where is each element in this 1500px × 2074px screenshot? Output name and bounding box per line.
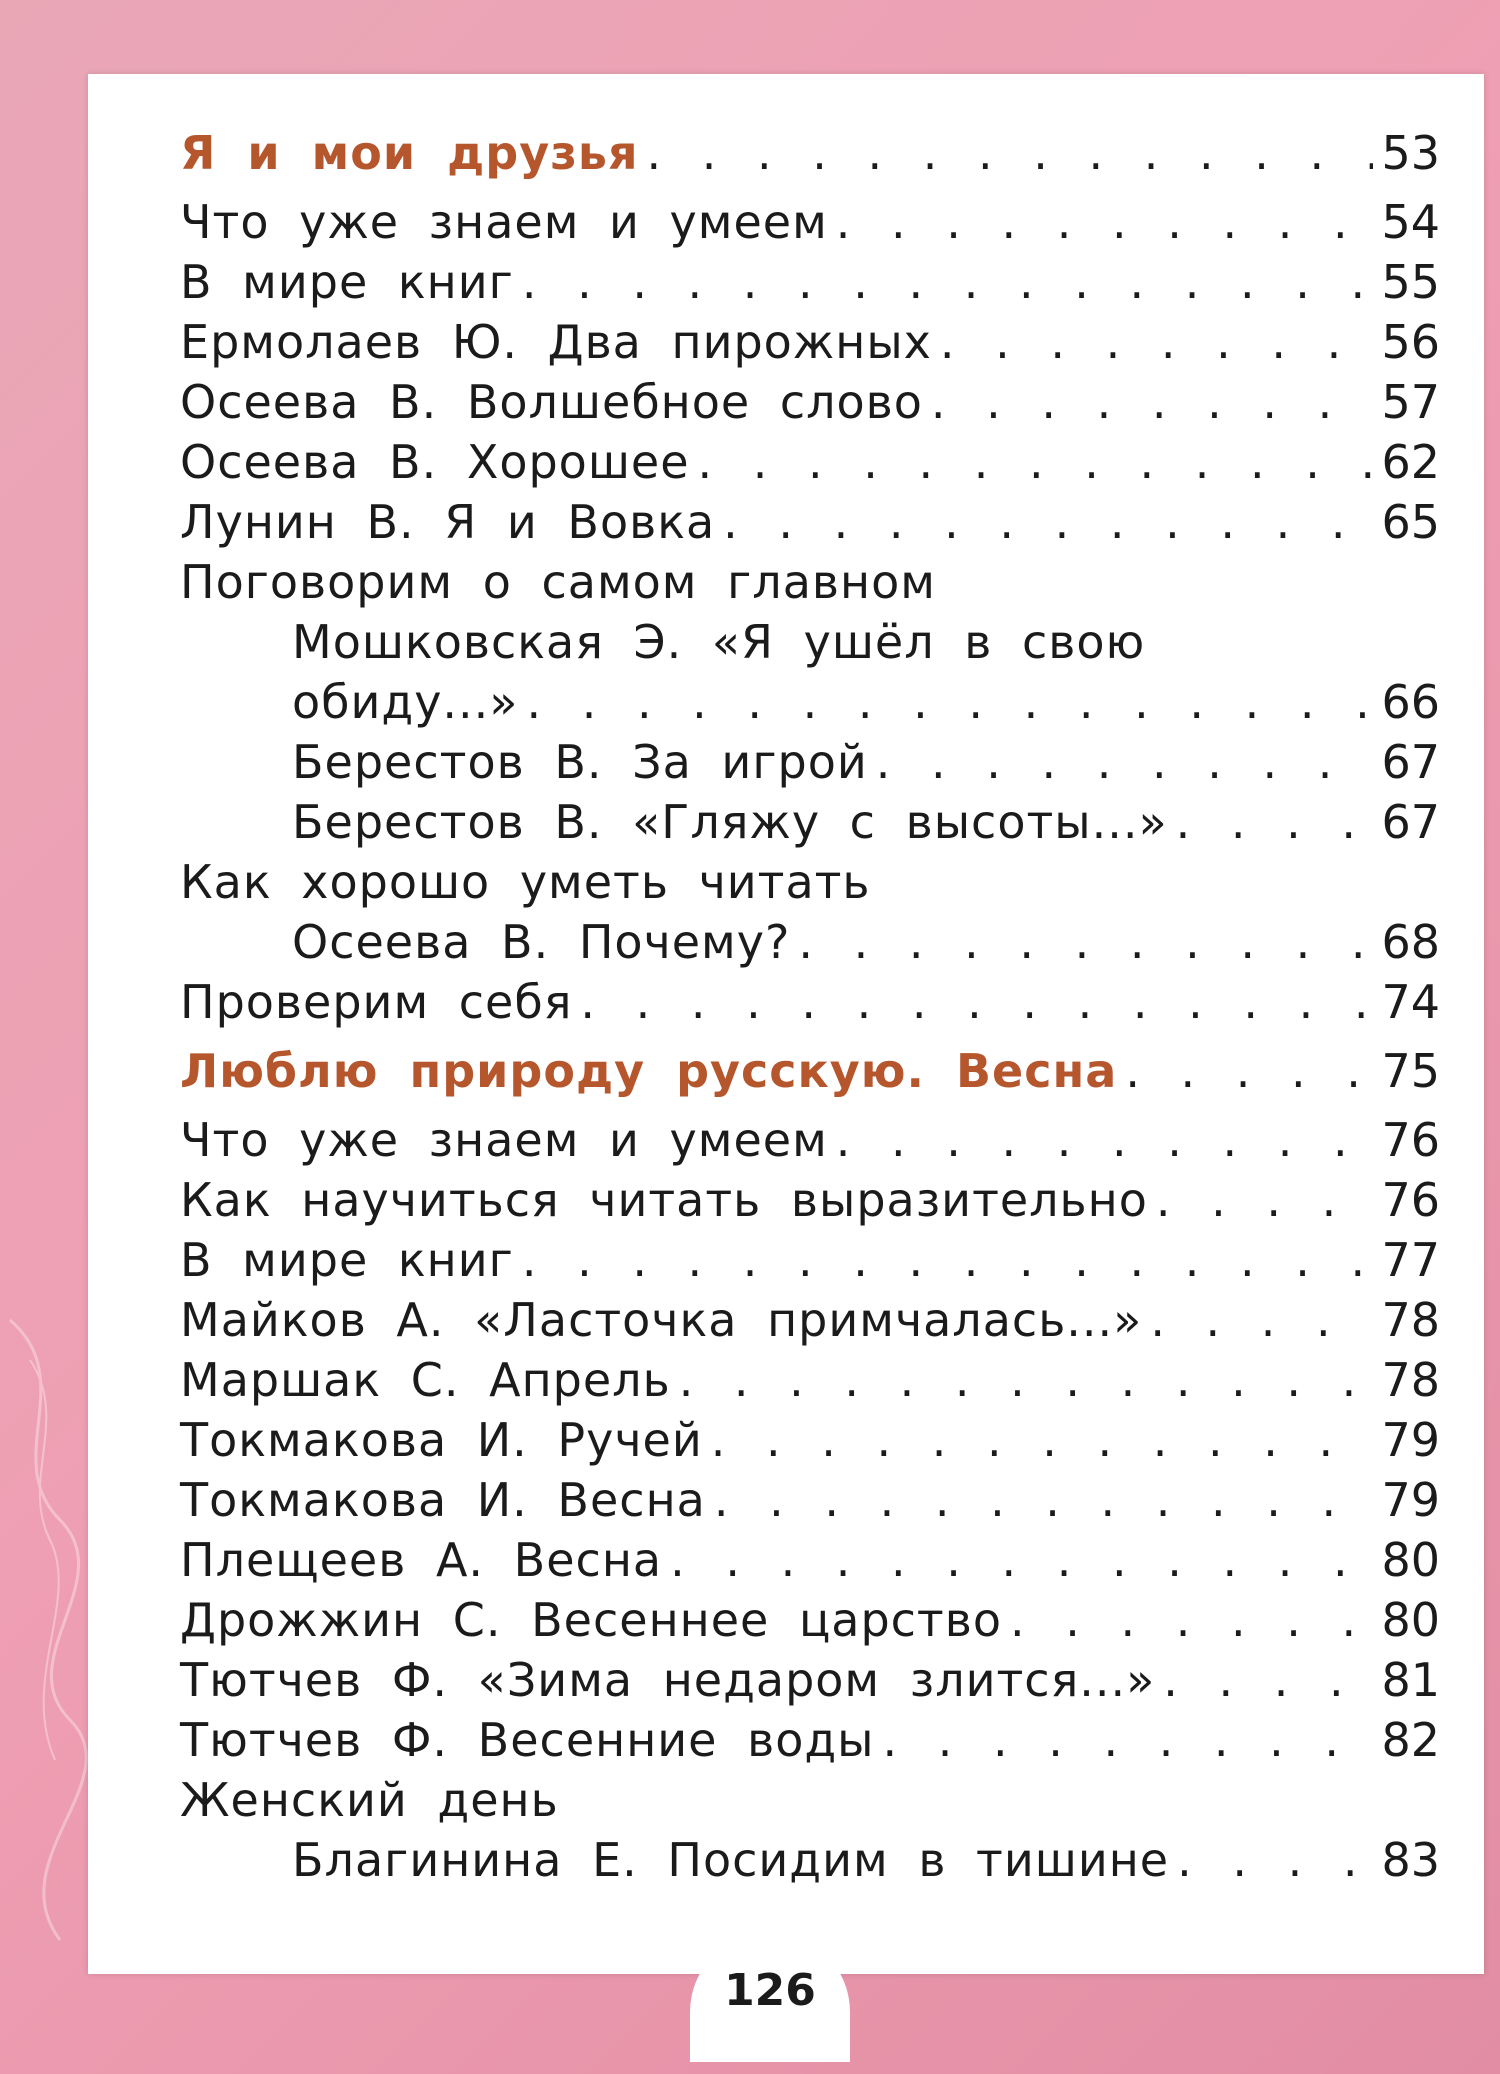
dot-leader (798, 912, 1373, 972)
entry-page: 56 (1381, 315, 1440, 369)
entry-title: Ермолаев Ю. Два пирожных (180, 315, 932, 369)
entry-title: Поговорим о самом главном (180, 555, 936, 609)
toc-entry[interactable] (180, 312, 1440, 372)
dot-leader (836, 1110, 1374, 1170)
entry-title: Токмакова И. Ручей (180, 1413, 703, 1467)
dot-leader (1125, 1032, 1373, 1110)
entry-page: 81 (1381, 1653, 1440, 1707)
entry-page: 66 (1381, 675, 1440, 729)
entry-title: Как научиться читать выразительно (180, 1173, 1148, 1227)
dot-leader (711, 1410, 1374, 1470)
entry-page: 79 (1381, 1473, 1440, 1527)
section-title: Люблю природу русскую. Весна (180, 1044, 1118, 1098)
toc-entry[interactable] (180, 672, 1440, 732)
dot-leader (698, 432, 1374, 492)
entry-page: 82 (1381, 1713, 1440, 1767)
entry-title: Майков А. «Ласточка примчалась...» (180, 1293, 1143, 1347)
dot-leader (1150, 1290, 1373, 1350)
entry-page: 57 (1381, 375, 1440, 429)
toc-entry[interactable] (180, 1290, 1440, 1350)
toc-entry[interactable] (180, 1350, 1440, 1410)
dot-leader (526, 672, 1373, 732)
toc-entry[interactable] (180, 372, 1440, 432)
toc-entry[interactable] (180, 1830, 1440, 1890)
toc-entry[interactable] (180, 972, 1440, 1032)
toc-entry[interactable] (180, 1110, 1440, 1170)
entry-page: 80 (1381, 1533, 1440, 1587)
entry-title: Берестов В. За игрой (292, 735, 868, 789)
entry-title: Проверим себя (180, 975, 573, 1029)
section-heading[interactable] (180, 1032, 1440, 1110)
entry-title: Как хорошо уметь читать (180, 855, 871, 909)
entry-title: Берестов В. «Гляжу с высоты...» (292, 795, 1168, 849)
toc-entry[interactable] (180, 1470, 1440, 1530)
toc-entry[interactable] (180, 792, 1440, 852)
dot-leader (522, 1230, 1374, 1290)
toc-entry[interactable] (180, 1170, 1440, 1230)
dot-leader (940, 312, 1374, 372)
entry-page: 76 (1381, 1113, 1440, 1167)
entry-title: Осеева В. Почему? (292, 915, 791, 969)
dot-leader (670, 1530, 1373, 1590)
dot-leader (931, 372, 1374, 432)
entry-page: 54 (1381, 195, 1440, 249)
entry-page: 65 (1381, 495, 1440, 549)
dot-leader (882, 1710, 1373, 1770)
dot-leader (1176, 792, 1374, 852)
section-page: 75 (1381, 1044, 1440, 1098)
dot-leader (1163, 1650, 1373, 1710)
entry-page: 76 (1381, 1173, 1440, 1227)
toc-entry[interactable] (180, 1530, 1440, 1590)
entry-page: 77 (1381, 1233, 1440, 1287)
toc-entry[interactable] (180, 1230, 1440, 1290)
toc-entry[interactable] (180, 1650, 1440, 1710)
dot-leader (714, 1470, 1374, 1530)
section-title: Я и мои друзья (180, 126, 639, 180)
toc-entry[interactable] (180, 492, 1440, 552)
toc-entry[interactable] (180, 732, 1440, 792)
dot-leader (1010, 1590, 1373, 1650)
section-page: 53 (1381, 126, 1440, 180)
toc-entry[interactable] (180, 1590, 1440, 1650)
dot-leader (522, 252, 1374, 312)
entry-page: 68 (1381, 915, 1440, 969)
dot-leader (723, 492, 1373, 552)
contents-panel (88, 74, 1484, 1974)
entry-title: обиду...» (292, 675, 519, 729)
dot-leader (876, 732, 1374, 792)
entry-title: Что уже знаем и умеем (180, 1113, 828, 1167)
entry-title: Маршак С. Апрель (180, 1353, 671, 1407)
entry-title: В мире книг (180, 1233, 514, 1287)
entry-title: Токмакова И. Весна (180, 1473, 706, 1527)
entry-page: 78 (1381, 1293, 1440, 1347)
toc-entry[interactable] (180, 1710, 1440, 1770)
dot-leader (580, 972, 1373, 1032)
entry-page: 74 (1381, 975, 1440, 1029)
entry-title: Плещеев А. Весна (180, 1533, 663, 1587)
toc-subheading (180, 1770, 1440, 1830)
decorative-swirl (0, 1300, 90, 2000)
toc-entry-line1[interactable] (180, 612, 1440, 672)
entry-title: В мире книг (180, 255, 514, 309)
toc-entry[interactable] (180, 912, 1440, 972)
entry-title: Лунин В. Я и Вовка (180, 495, 716, 549)
dot-leader (836, 192, 1374, 252)
dot-leader (647, 114, 1374, 192)
entry-title: Благинина Е. Посидим в тишине (292, 1833, 1170, 1887)
dot-leader (1156, 1170, 1374, 1230)
entry-page: 67 (1381, 735, 1440, 789)
entry-page: 55 (1381, 255, 1440, 309)
dot-leader (1177, 1830, 1373, 1890)
entry-page: 78 (1381, 1353, 1440, 1407)
toc-entry[interactable] (180, 1410, 1440, 1470)
entry-page: 83 (1381, 1833, 1440, 1887)
dot-leader (679, 1350, 1374, 1410)
entry-page: 80 (1381, 1593, 1440, 1647)
toc-subheading (180, 852, 1440, 912)
entry-page: 79 (1381, 1413, 1440, 1467)
entry-title: Женский день (180, 1773, 559, 1827)
entry-title: Дрожжин С. Весеннее царство (180, 1593, 1002, 1647)
toc-entry[interactable] (180, 252, 1440, 312)
entry-title: Осеева В. Волшебное слово (180, 375, 923, 429)
entry-title: Тютчев Ф. Весенние воды (180, 1713, 875, 1767)
toc-entry[interactable] (180, 192, 1440, 252)
entry-title: Мошковская Э. «Я ушёл в свою (292, 615, 1146, 669)
entry-title: Тютчев Ф. «Зима недаром злится...» (180, 1653, 1156, 1707)
entry-page: 67 (1381, 795, 1440, 849)
section-heading[interactable] (180, 114, 1440, 192)
table-of-contents (180, 114, 1440, 1890)
toc-subheading (180, 552, 1440, 612)
page-number: 126 (724, 1965, 816, 2016)
entry-title: Осеева В. Хорошее (180, 435, 690, 489)
entry-page: 62 (1381, 435, 1440, 489)
entry-title: Что уже знаем и умеем (180, 195, 828, 249)
toc-entry[interactable] (180, 432, 1440, 492)
